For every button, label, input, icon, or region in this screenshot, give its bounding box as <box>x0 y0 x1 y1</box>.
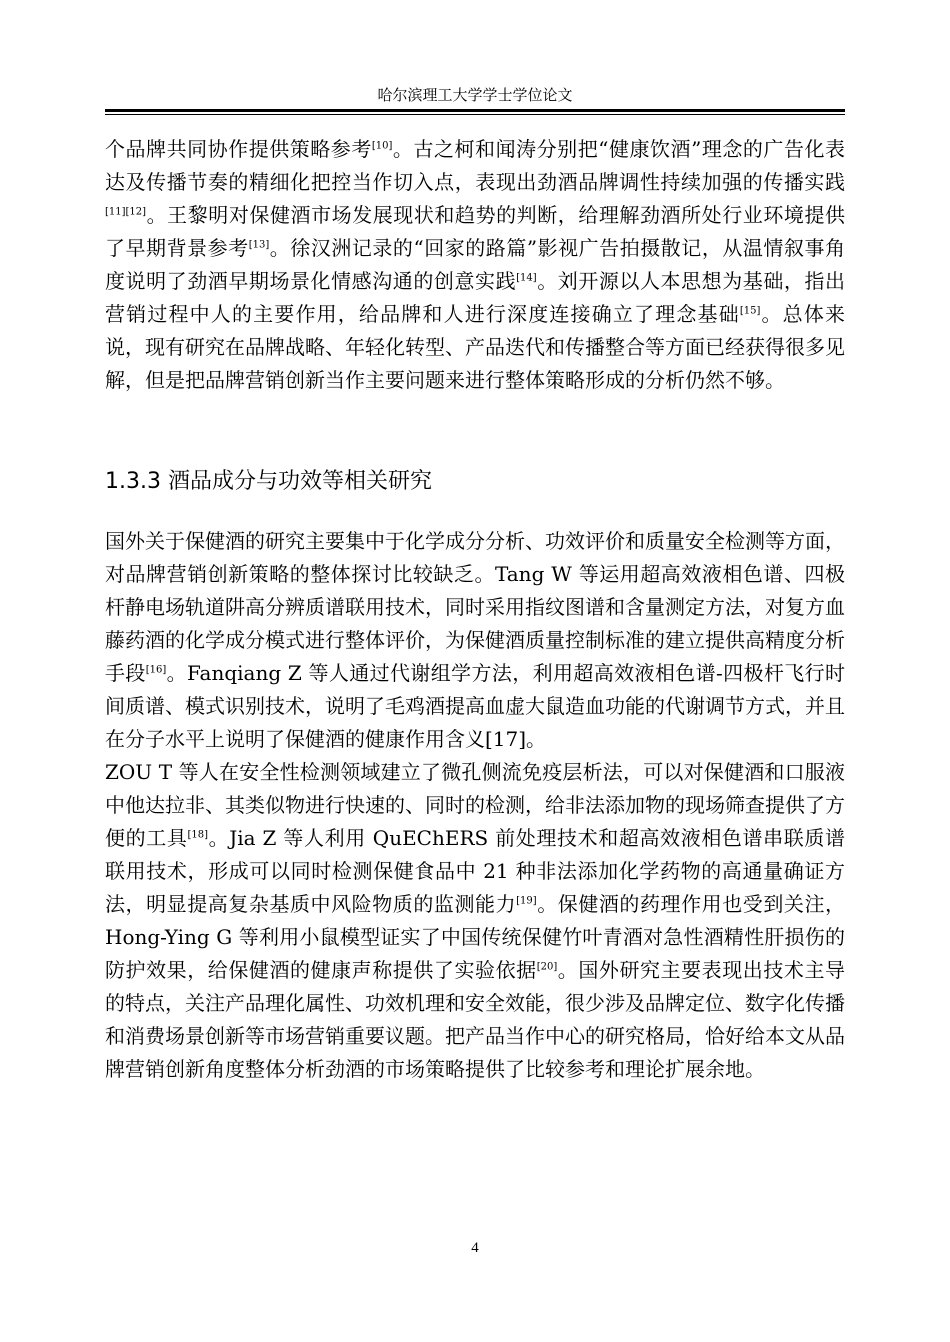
citation-ref: [14] <box>516 272 537 284</box>
text-run: ZOU T 等人在安全性检测领域建立了微孔侧流免疫层析法，可以对保健酒和口服液中他达拉非、其类似物进行快速的、同时的检测，给非法添加物的现场筛查提供了方便的工具 <box>105 760 845 850</box>
text-run: 。王黎明对保健酒市场发展现状和趋势的判断，给理解劲酒所处行业环境提供了早期背景参考 <box>105 203 845 260</box>
section-heading: 1.3.3 酒品成分与功效等相关研究 <box>105 469 432 494</box>
text-run: 个品牌共同协作提供策略参考 <box>105 137 372 161</box>
header-rule-thin <box>105 114 845 115</box>
text-run: 。总体来说，现有研究在品牌战略、年轻化转型、产品迭代和传播整合等方面已经获得很多见解，但是把品牌营销创新当作主要问题来进行整体策略形成的分析仍然不够。 <box>105 302 846 392</box>
text-run: 。Jia Z 等人利用 QuEChERS 前处理技术和超高效液相色谱串联质谱联用技术，形成可以同时检测保健食品中 21 种非法添加化学药物的高通量确证方法，明显提高复杂基质中风险物质的监测能力 <box>105 826 845 916</box>
page-number: 4 <box>471 1240 479 1256</box>
text-run: 。徐汉洲记录的“回家的路篇”影视广告拍摄散记，从温情叙事角度说明了劲酒早期场景化情感沟通的创意实践 <box>105 236 846 293</box>
running-header: 哈尔滨理工大学学士学位论文 <box>377 86 573 104</box>
citation-ref: [19] <box>516 895 537 907</box>
citation-ref: [16] <box>145 664 167 676</box>
text-run: 国外关于保健酒的研究主要集中于化学成分分析、功效评价和质量安全检测等方面，对品牌营销创新策略的整体探讨比较缺乏。Tang W 等运用超高效液相色谱、四极杆静电场轨道阱高分辨质谱联用技术，同时采用指纹图谱和含量测定方法，对复方血藤药酒的化学成分模式进行整体评价，为保健酒质量控制标准的建立提供高精度分析手段 <box>105 529 845 685</box>
citation-ref: [10] <box>371 140 393 152</box>
body-paragraph-1 <box>105 525 845 756</box>
body-text-block <box>105 525 845 1086</box>
citation-ref: [13] <box>248 239 270 251</box>
intro-paragraph <box>105 133 845 397</box>
header-rule-thick <box>105 109 845 112</box>
citation-ref: [20] <box>536 961 558 973</box>
body-paragraph-2 <box>105 756 845 1086</box>
citation-ref: [15] <box>739 305 761 317</box>
text-run: 。国外研究主要表现出技术主导的特点，关注产品理化属性、功效机理和安全效能，很少涉及品牌定位、数字化传播和消费场景创新等市场营销重要议题。把产品当作中心的研究格局，恰好给本文从品牌营销创新角度整体分析劲酒的市场策略提供了比较参考和理论扩展余地。 <box>105 958 846 1081</box>
intro-text-block <box>105 133 845 397</box>
citation-ref: [11][12] <box>105 206 147 218</box>
text-run: 。Fanqiang Z 等人通过代谢组学方法，利用超高效液相色谱-四极杆飞行时间质谱、模式识别技术，说明了毛鸡酒提高血虚大鼠造血功能的代谢调节方式，并且在分子水平上说明了保健酒的健康作用含义[17]。 <box>105 661 846 751</box>
text-run: 。保健酒的药理作用也受到关注，Hong-Ying G 等利用小鼠模型证实了中国传统保健竹叶青酒对急性酒精性肝损伤的防护效果，给保健酒的健康声称提供了实验依据 <box>105 892 845 982</box>
text-run: 。刘开源以人本思想为基础，指出营销过程中人的主要作用，给品牌和人进行深度连接确立了理念基础 <box>105 269 845 326</box>
citation-ref: [18] <box>187 829 208 841</box>
text-run: 。古之柯和闻涛分别把“健康饮酒”理念的广告化表达及传播节奏的精细化把控当作切入点，表现出劲酒品牌调性持续加强的传播实践 <box>105 137 846 194</box>
